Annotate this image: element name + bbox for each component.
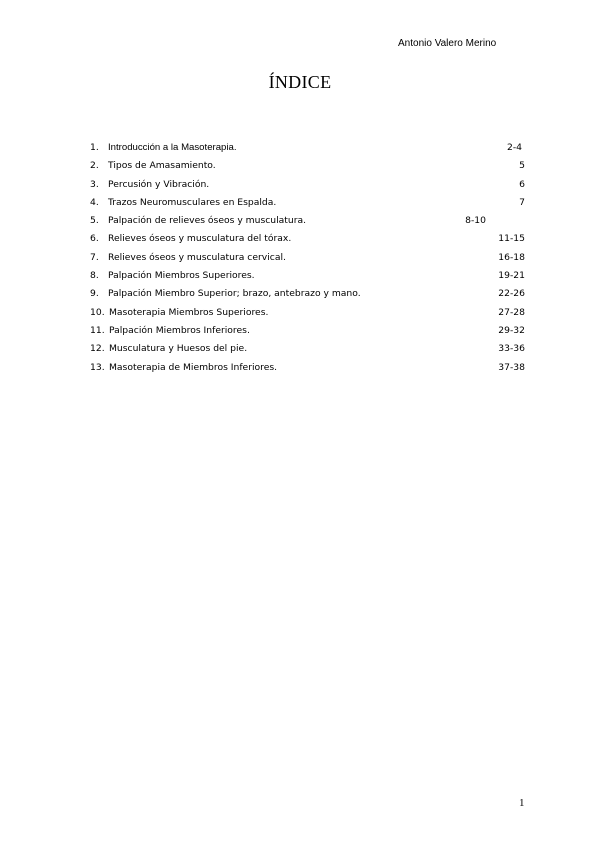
toc-entry-label: Tipos de Amasamiento. [108, 160, 216, 172]
toc-entry-label: Palpación Miembros Superiores. [108, 270, 255, 282]
table-of-contents [0, 139, 600, 377]
toc-entry[interactable] [0, 304, 600, 322]
toc-entry-pages: 33-36 [498, 343, 525, 355]
toc-entry-number: 10. [90, 306, 105, 318]
toc-entry-label: Masoterapia de Miembros Inferiores. [109, 361, 278, 373]
toc-entry[interactable] [0, 139, 600, 157]
toc-entry-label: Masoterapia Miembros Superiores. [109, 306, 269, 318]
toc-entry-number: 12. [90, 343, 105, 355]
toc-entry[interactable] [0, 267, 600, 285]
toc-entry-number: 6. [90, 233, 99, 245]
toc-entry-label: Palpación de relieves óseos y musculatura. [108, 215, 307, 227]
toc-entry-pages: 22-26 [498, 288, 525, 300]
toc-entry[interactable] [0, 285, 600, 303]
toc-entry-pages: 16-18 [498, 251, 525, 263]
toc-entry-number: 11. [90, 324, 105, 336]
toc-entry-pages: 6 [519, 178, 525, 190]
toc-entry-number: 8. [90, 270, 99, 282]
toc-entry-pages: 27-28 [498, 306, 525, 318]
toc-entry[interactable] [0, 212, 600, 230]
toc-entry-number: 9. [90, 288, 99, 300]
toc-entry-label: Relieves óseos y musculatura cervical. [108, 251, 286, 263]
toc-entry[interactable] [0, 230, 600, 248]
toc-entry[interactable] [0, 157, 600, 175]
toc-entry-number: 5. [90, 215, 99, 227]
toc-entry-label: Palpación Miembros Inferiores. [109, 324, 250, 336]
page-number: 1 [519, 797, 525, 809]
toc-entry[interactable] [0, 340, 600, 358]
toc-entry-label: Trazos Neuromusculares en Espalda. [108, 196, 277, 208]
toc-entry-label: Musculatura y Huesos del pie. [109, 343, 248, 355]
page-title: ÍNDICE [268, 72, 332, 92]
toc-entry[interactable] [0, 194, 600, 212]
toc-entry-pages: 2-4 [506, 142, 522, 153]
toc-entry[interactable] [0, 322, 600, 340]
toc-entry-label: Palpación Miembro Superior; brazo, antebrazo y mano. [108, 288, 361, 300]
toc-entry-pages: 19-21 [498, 270, 525, 282]
toc-entry-number: 2. [90, 160, 99, 172]
toc-entry-pages: 29-32 [498, 324, 525, 336]
toc-entry-number: 7. [90, 251, 99, 263]
toc-entry-pages: 7 [519, 196, 525, 208]
toc-entry-pages: 8-10 [465, 215, 486, 227]
toc-entry[interactable] [0, 176, 600, 194]
toc-entry-pages: 37-38 [498, 361, 525, 373]
toc-entry[interactable] [0, 359, 600, 377]
toc-entry[interactable] [0, 249, 600, 267]
header-author: Antonio Valero Merino [398, 38, 497, 49]
toc-entry-pages: 5 [519, 160, 525, 172]
toc-entry-label: Introducción a la Masoterapia. [108, 142, 237, 153]
toc-entry-number: 3. [90, 178, 99, 190]
toc-entry-number: 13. [90, 361, 105, 373]
toc-entry-number: 1. [90, 142, 99, 153]
toc-entry-label: Relieves óseos y musculatura del tórax. [108, 233, 292, 245]
toc-entry-label: Percusión y Vibración. [108, 178, 210, 190]
toc-entry-pages: 11-15 [498, 233, 525, 245]
toc-entry-number: 4. [90, 196, 99, 208]
